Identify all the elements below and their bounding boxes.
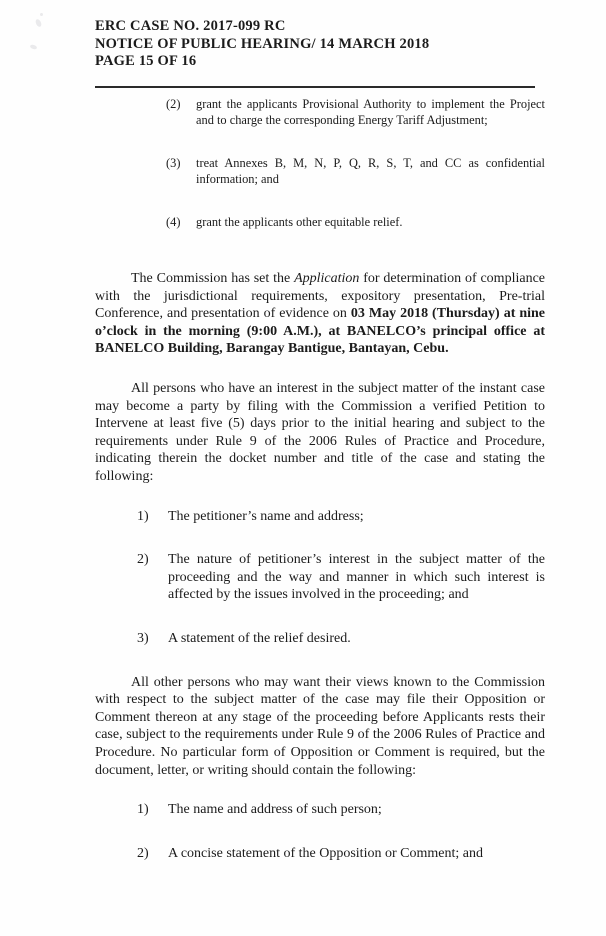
opposition-list-item	[0, 801, 606, 819]
prayer-item-text: grant the applicants other equitable relief.	[196, 214, 403, 229]
prayer-item	[0, 96, 606, 129]
spacer	[0, 525, 606, 551]
document-header	[95, 18, 545, 71]
document-body	[0, 96, 606, 862]
header-page-number: PAGE 15 OF 16	[95, 53, 197, 69]
spacer	[0, 779, 606, 801]
intervention-item-text: A statement of the relief desired.	[168, 630, 351, 646]
spacer	[0, 143, 606, 155]
intervention-item-text: The nature of petitioner’s interest in the subject matter of the proceeding and the way and manner in which such interest is affected by the issues involved in the proceeding; and	[168, 552, 545, 603]
prayer-item-marker: (3)	[166, 155, 181, 170]
intervention-list-item	[0, 551, 606, 604]
intervention-item-marker: 3)	[137, 630, 149, 646]
spacer	[0, 244, 606, 270]
opposition-item-text: A concise statement of the Opposition or Comment; and	[168, 845, 483, 861]
opposition-list-item	[0, 845, 606, 863]
scan-artifact-smudge	[35, 18, 43, 27]
intervention-item-marker: 2)	[137, 552, 149, 568]
prayer-item	[0, 214, 606, 230]
opposition-item-marker: 1)	[137, 802, 149, 818]
spacer	[0, 358, 606, 380]
prayer-item-text: grant the applicants Provisional Authority to implement the Project and to charge the corresponding Energy Tariff Adjustment;	[196, 97, 545, 128]
spacer	[0, 202, 606, 214]
opposition-paragraph: All other persons who may want their views known to the Commission with respect to the subject matter of the case may file their Opposition or Comment thereon at any stage of the proceeding before Applicants rests their case, subject to the requirements under Rule 9 of the 2006 Rules of Practice and Procedure. No particular form of Opposition or Comment is required, but the document, letter, or writing should contain the following:	[95, 674, 545, 778]
intervention-list-item	[0, 630, 606, 648]
header-divider	[95, 86, 535, 88]
prayer-item-marker: (2)	[166, 97, 181, 111]
opposition-item-text: The name and address of such person;	[168, 802, 382, 818]
intervention-item-marker: 1)	[137, 508, 149, 524]
intervention-paragraph: All persons who have an interest in the subject matter of the instant case may become a party by filing with the Commission a verified Petition to Intervene at least five (5) days prior to the initial hearing and subject to the requirements under Rule 9 of the 2006 Rules of Practice and Procedure, indicating therein the docket number and title of the case and stating the following:	[95, 381, 545, 484]
opposition-item-marker: 2)	[137, 845, 149, 861]
application-italic-term: Application	[294, 271, 360, 287]
prayer-item	[0, 155, 606, 188]
intervention-item-text: The petitioner’s name and address;	[168, 508, 364, 524]
hearing-paragraph-lead: The Commission has set the	[131, 271, 295, 287]
scan-artifact-smudge	[40, 13, 43, 16]
scan-artifact-smudge	[30, 44, 38, 50]
header-case-number: ERC CASE NO. 2017-099 RC	[95, 18, 286, 34]
prayer-item-marker: (4)	[166, 214, 181, 229]
spacer	[0, 604, 606, 630]
intervention-list-item	[0, 508, 606, 526]
hearing-date-venue-bold: 03 May 2018 (Thursday) at nine o’clock in the morning (9:00 A.M.), at BANELCO’s principal office at BANELCO Building, Barangay Bantigue, Bantayan, Cebu.	[95, 306, 546, 357]
spacer	[0, 819, 606, 845]
hearing-schedule-paragraph	[0, 270, 606, 358]
prayer-item-text: treat Annexes B, M, N, P, Q, R, S, T, and CC as confidential information; and	[196, 155, 545, 187]
spacer	[0, 648, 606, 674]
hearing-paragraph-middle: for determination of compliance with the jurisdictional requirements, expository presentation, Pre-trial Conference, and presentation of evidence on	[95, 271, 545, 322]
header-notice-title: NOTICE OF PUBLIC HEARING/ 14 MARCH 2018	[95, 35, 430, 52]
spacer	[0, 486, 606, 508]
